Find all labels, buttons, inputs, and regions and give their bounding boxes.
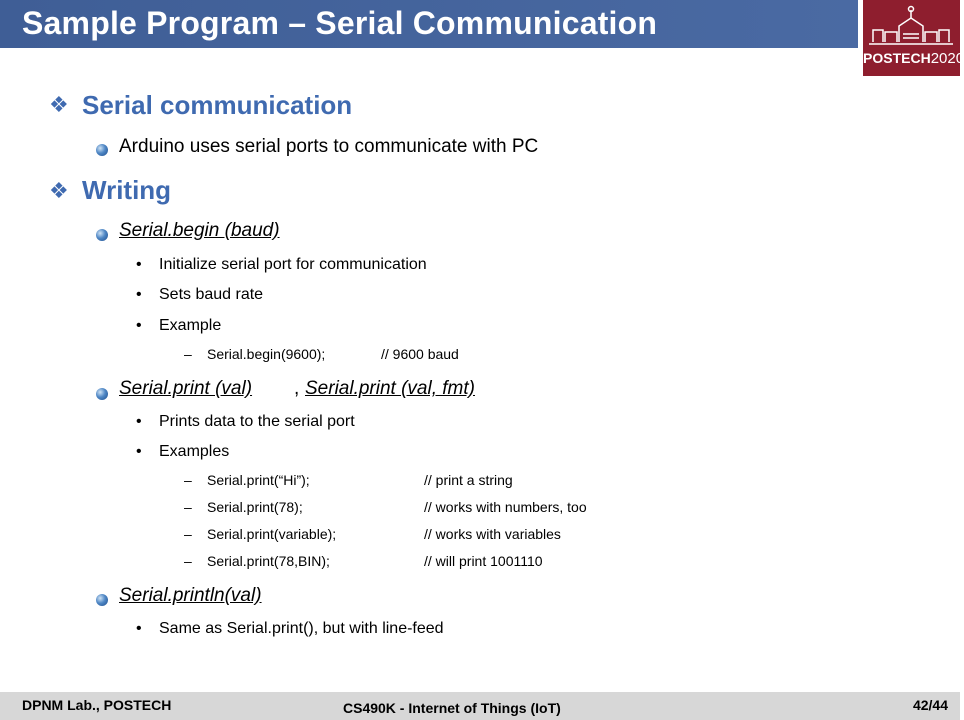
print-title-separator: , [294, 378, 300, 399]
begin-bullet: Sets baud rate [159, 286, 264, 303]
footer-course: CS490K - Internet of Things (IoT) [343, 700, 561, 716]
building-emblem-icon [863, 0, 960, 50]
dash-bullet: – [184, 499, 192, 515]
print-example-code: Serial.print(“Hi”); [207, 472, 310, 488]
ball-bullet-icon [96, 388, 108, 400]
section-heading-writing: Writing [82, 175, 172, 205]
bullet-dot: • [136, 413, 142, 430]
footer-lab: DPNM Lab., POSTECH [22, 697, 172, 713]
print-example-comment: // works with variables [424, 526, 561, 542]
bullet-dot: • [136, 256, 142, 273]
begin-example-code: Serial.begin(9600); [207, 346, 326, 362]
print-title-b: Serial.print (val, fmt) [305, 378, 475, 399]
print-title-a: Serial.print (val) [119, 378, 253, 399]
postech-logo [863, 0, 964, 76]
begin-bullet: Initialize serial port for communication [159, 256, 427, 273]
begin-title: Serial.begin (baud) [119, 220, 280, 241]
begin-example-comment: // 9600 baud [381, 346, 459, 362]
diamond-bullet-icon: ❖ [49, 92, 69, 117]
dash-bullet: – [184, 346, 192, 362]
bullet-dot: • [136, 317, 142, 334]
print-bullet: Prints data to the serial port [159, 413, 355, 430]
logo-year: 2020 [930, 50, 964, 67]
print-example-code: Serial.print(78,BIN); [207, 553, 330, 569]
bullet-dot: • [136, 286, 142, 303]
dash-bullet: – [184, 553, 192, 569]
ball-bullet-icon [96, 229, 108, 241]
logo-label [863, 50, 964, 67]
diamond-bullet-icon: ❖ [49, 178, 69, 203]
begin-bullet: Example [159, 317, 222, 334]
logo-text: POSTECH [863, 50, 931, 66]
print-bullet: Examples [159, 443, 230, 460]
slide-title: Sample Program – Serial Communication [22, 5, 658, 41]
serial-description: Arduino uses serial ports to communicate with PC [119, 136, 539, 157]
section-heading-serial: Serial communication [82, 90, 353, 120]
print-example-comment: // will print 1001110 [424, 553, 543, 569]
footer-page-number: 42/44 [912, 697, 948, 713]
println-title: Serial.println(val) [119, 585, 262, 606]
bullet-dot: • [136, 620, 142, 637]
dash-bullet: – [184, 472, 192, 488]
print-example-code: Serial.print(variable); [207, 526, 337, 542]
print-example-comment: // works with numbers, too [424, 499, 587, 515]
print-example-comment: // print a string [424, 472, 513, 488]
println-bullet: Same as Serial.print(), but with line-feed [159, 620, 444, 637]
dash-bullet: – [184, 526, 192, 542]
ball-bullet-icon [96, 144, 108, 156]
print-example-code: Serial.print(78); [207, 499, 303, 515]
bullet-dot: • [136, 443, 142, 460]
ball-bullet-icon [96, 594, 108, 606]
